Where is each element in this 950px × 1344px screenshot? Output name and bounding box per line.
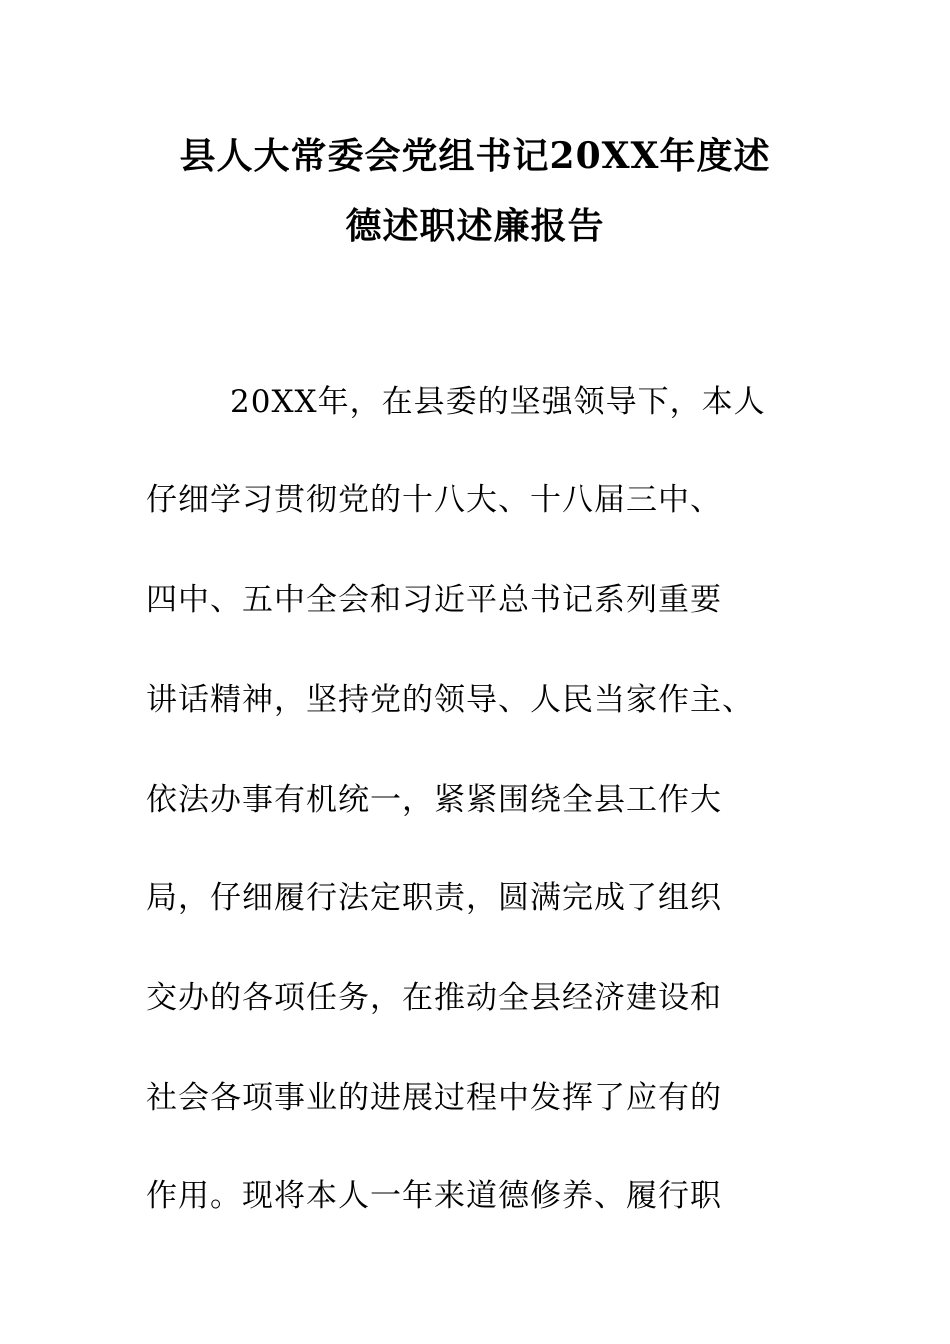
body-line-2: 仔细学习贯彻党的十八大、十八届三中、	[146, 482, 722, 518]
body-line-3: 四中、五中全会和习近平总书记系列重要	[146, 582, 722, 618]
body-line-9: 作用。现将本人一年来道德修养、履行职	[146, 1178, 722, 1214]
document-title-line-1: 县人大常委会党组书记20XX年度述	[179, 135, 771, 177]
body-line-4: 讲话精神，坚持党的领导、人民当家作主、	[146, 682, 754, 718]
document-title-line-2: 德述职述廉报告	[345, 205, 605, 247]
body-line-8: 社会各项事业的进展过程中发挥了应有的	[146, 1080, 722, 1116]
body-line-1: 20XX年，在县委的坚强领导下，本人	[230, 384, 766, 420]
body-line-6: 局，仔细履行法定职责，圆满完成了组织	[146, 880, 722, 916]
body-line-7: 交办的各项任务，在推动全县经济建设和	[146, 980, 722, 1016]
body-line-5: 依法办事有机统一，紧紧围绕全县工作大	[146, 782, 722, 818]
